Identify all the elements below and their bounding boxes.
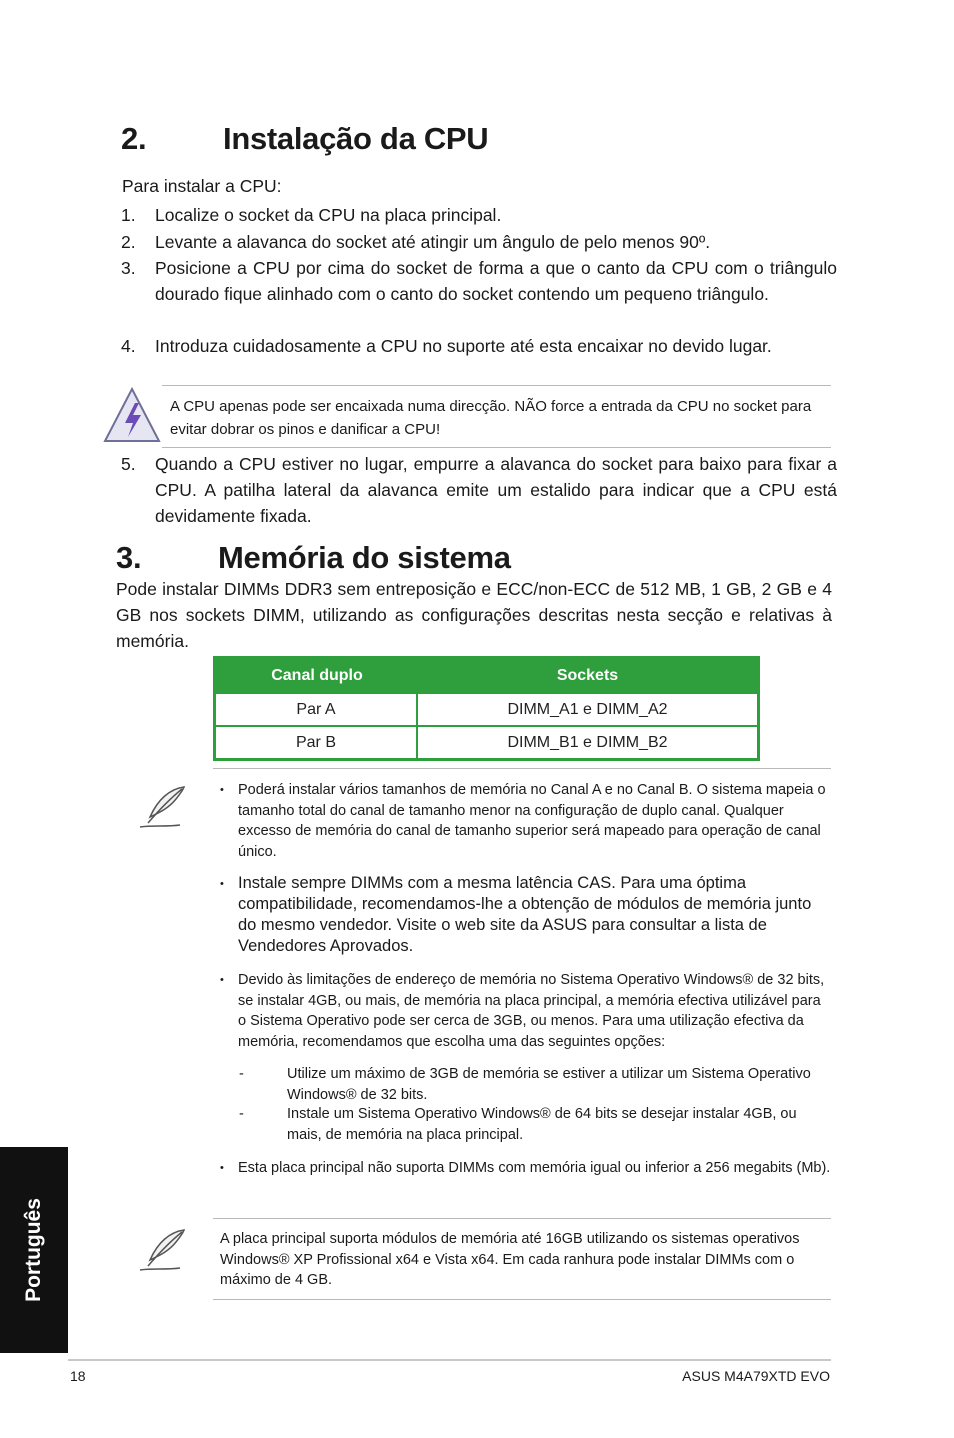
- section-3-heading: [116, 540, 816, 580]
- product-name: ASUS M4A79XTD EVO: [682, 1368, 830, 1384]
- table-row: [216, 725, 757, 758]
- final-note-text: A placa principal suporta módulos de memória até 16GB utilizando os sistemas operativos Windows® XP Profissional x64 e Vista x64. Em cada ranhura pode instalar DIMMs com o máximo de 4 GB.: [220, 1231, 800, 1288]
- section-title: Memória do sistema: [218, 540, 511, 575]
- notes-list: • Poderá instalar vários tamanhos de memória no Canal A e no Canal B. O sistema mapeia o tamanho total do canal de tamanho menor na configuração de duplo canal. Qualquer excesso de memória do canal de tamanho superior será mapeado para operação de canal único. • Instale sempre DIMMs com a mesma latência CAS. Para uma óptima compatibilidade, recomendamos-lhe a obtenção de módulos de memória junto do mesmo vendedor. Visite o web site da ASUS para consultar a lista de Vendedores Aprovados. • Devido às limitações de endereço de memória no Sistema Operativo Windows® de 32 bits, se instalar 4GB, ou mais, de memória na placa principal, a memória efectiva utilizável para o Sistema Operativo pode ser cerca de 3GB, ou menos. Para uma utilização efectiva da memória, recomendamos que escolha uma das seguintes opções: - Utilize um máximo de 3GB de memória se estiver a utilizar um Sistema Operativo Windows® de 32 bits. - Instale um Sistema Operativo Windows® de 64 bits se desejar instalar 4GB, ou mais, de memória na placa principal. • Esta placa principal não suporta DIMMs com memória igual ou inferior a 256 megabits (Mb).: [220, 782, 831, 1176]
- final-note-top-rule: [213, 1218, 831, 1219]
- note-feather-icon: [136, 783, 190, 831]
- table-cell: Par B: [216, 725, 418, 758]
- warning-text: A CPU apenas pode ser encaixada numa direcção. NÃO force a entrada da CPU no socket para evitar dobrar os pinos e danificar a CPU!: [170, 398, 812, 438]
- warning-bottom-rule: [162, 447, 831, 448]
- page-number: 18: [70, 1368, 86, 1384]
- warning-top-rule: [162, 385, 831, 386]
- step-list: 1. Localize o socket da CPU na placa principal. 2. Levante a alavanca do socket até atingir um ângulo de pelo menos 90º. 3. Posicione a CPU por cima do socket de forma a que o canto da CPU com o triângulo dourado fique alinhado com o canto do socket contendo um pequeno triângulo. 4. Introduza cuidadosamente a CPU no suporte até esta encaixar no devido lugar.: [121, 205, 837, 356]
- language-label: Português: [22, 1198, 45, 1302]
- footer-rule: [68, 1359, 831, 1361]
- table-row: [216, 692, 757, 725]
- table-header-row: [216, 659, 757, 692]
- intro-text: Para instalar a CPU:: [122, 176, 282, 196]
- table-header: Canal duplo: [216, 659, 418, 692]
- table-cell: DIMM_A1 e DIMM_A2: [418, 692, 757, 725]
- section-2-heading: [121, 121, 821, 161]
- memory-config-table: [213, 656, 760, 761]
- memory-intro: Pode instalar DIMMs DDR3 sem entreposição e ECC/non-ECC de 512 MB, 1 GB, 2 GB e 4 GB nos sockets DIMM, utilizando as configurações descritas nesta secção e relativas à memória.: [116, 579, 832, 651]
- final-note-bottom-rule: [213, 1299, 831, 1300]
- section-number: 3.: [116, 540, 142, 575]
- table-header: Sockets: [418, 659, 757, 692]
- table-cell: DIMM_B1 e DIMM_B2: [418, 725, 757, 758]
- language-tab: [0, 1147, 68, 1353]
- step-list-continued: 5. Quando a CPU estiver no lugar, empurre a alavanca do socket para baixo para fixar a CPU. A patilha lateral da alavanca emite um estalido para indicar que a CPU está devidamente fixada.: [121, 454, 837, 526]
- section-title: Instalação da CPU: [223, 121, 489, 156]
- warning-icon: [101, 385, 163, 445]
- section-number: 2.: [121, 121, 147, 156]
- note-feather-icon: [136, 1226, 190, 1274]
- notes-top-rule: [213, 768, 831, 769]
- table-cell: Par A: [216, 692, 418, 725]
